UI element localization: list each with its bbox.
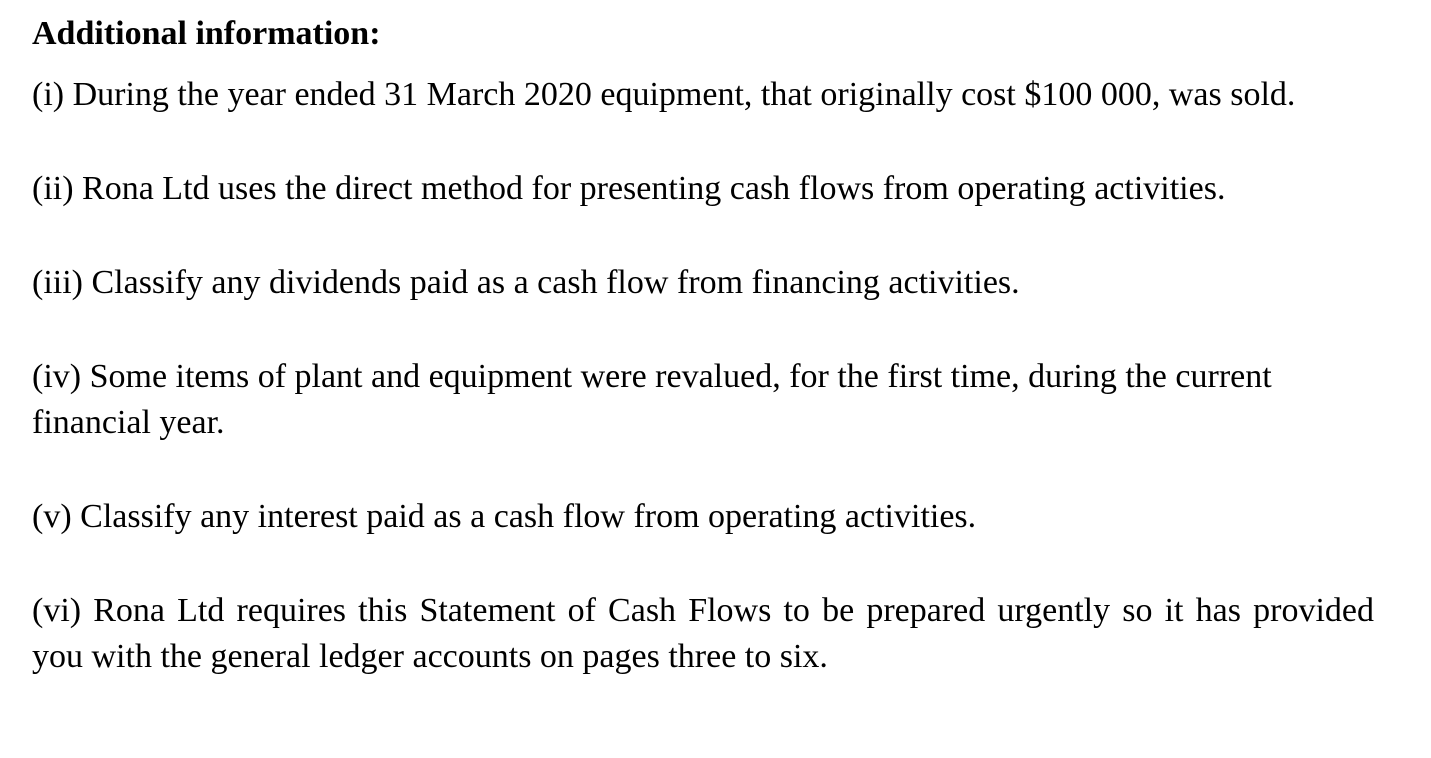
info-item-v: (v) Classify any interest paid as a cash flow from operating activities. [32,498,977,535]
info-item-vi: (vi) Rona Ltd requires this Statement of Cash Flows to be prepared urgently so it has provided you with the general ledger accounts on pages three to six. [32,592,1374,675]
document-body [32,10,1374,728]
info-item-iv: (iv) Some items of plant and equipment were revalued, for the first time, during the current financial year. [32,358,1272,441]
info-item-i: (i) During the year ended 31 March 2020 equipment, that originally cost $100 000, was sold. [32,76,1296,113]
section-heading: Additional information: [32,15,381,52]
info-item-iii: (iii) Classify any dividends paid as a cash flow from financing activities. [32,264,1020,301]
info-item-ii: (ii) Rona Ltd uses the direct method for presenting cash flows from operating activities. [32,170,1226,207]
